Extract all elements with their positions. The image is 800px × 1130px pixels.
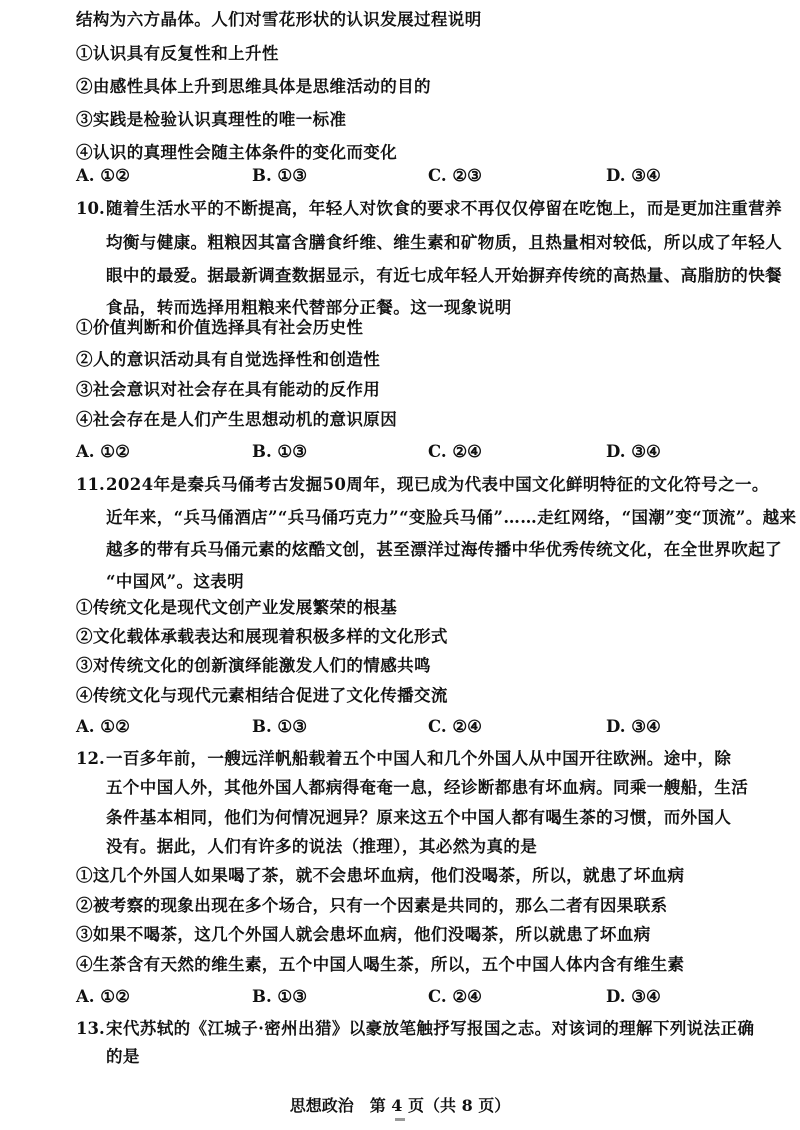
q12-statement-1: ①这几个外国人如果喝了茶，就不会患坏血病，他们没喝茶，所以，就患了坏血病: [76, 866, 685, 885]
q10-option-d: D. ③④: [606, 442, 661, 461]
q10-text-3: 眼中的最爱。据最新调查数据显示，有近七成年轻人开始摒弃传统的高热量、高脂肪的快餐: [106, 266, 782, 285]
q12-text-3: 条件基本相同，他们为何情况迥异？原来这五个中国人都有喝生茶的习惯，而外国人: [106, 808, 732, 827]
q11-statement-2: ②文化载体承载表达和展现着积极多样的文化形式: [76, 627, 448, 646]
q11-number: 11.: [76, 475, 105, 494]
q12-statement-3: ③如果不喝茶，这几个外国人就会患坏血病，他们没喝茶，所以就患了坏血病: [76, 925, 651, 944]
intro-statement-4: ④认识的真理性会随主体条件的变化而变化: [76, 143, 398, 162]
q10-statement-1: ①价值判断和价值选择具有社会历史性: [76, 318, 364, 337]
q11-statement-4: ④传统文化与现代元素相结合促进了文化传播交流: [76, 686, 448, 705]
q10-statement-4: ④社会存在是人们产生思想动机的意识原因: [76, 410, 398, 429]
intro-statement-2: ②由感性具体上升到思维具体是思维活动的目的: [76, 77, 431, 96]
intro-option-d: D. ③④: [606, 166, 661, 185]
q10-option-b: B. ①③: [252, 442, 308, 461]
page-footer: 思想政治 第 4 页（共 8 页）: [289, 1096, 511, 1115]
q13-text-1: 宋代苏轼的《江城子·密州出猎》以豪放笔触抒写报国之志。对该词的理解下列说法正确: [106, 1019, 755, 1038]
q12-text-2: 五个中国人外，其他外国人都病得奄奄一息，经诊断都患有坏血病。同乘一艘船，生活: [106, 778, 749, 797]
q12-option-a: A. ①②: [76, 987, 130, 1006]
q12-option-d: D. ③④: [606, 987, 661, 1006]
q11-text-4: “中国风”。这表明: [106, 572, 245, 591]
q10-number: 10.: [76, 199, 105, 218]
q12-text-4: 没有。据此，人们有许多的说法（推理），其必然为真的是: [106, 837, 538, 856]
q11-option-b: B. ①③: [252, 717, 308, 736]
q13-text-2: 的是: [106, 1047, 140, 1066]
q12-text-1: 一百多年前，一艘远洋帆船载着五个中国人和几个外国人从中国开往欧洲。途中，除: [106, 749, 732, 768]
intro-statement-1: ①认识具有反复性和上升性: [76, 44, 279, 63]
q10-statement-2: ②人的意识活动具有自觉选择性和创造性: [76, 350, 381, 369]
q11-text-2: 近年来，“兵马俑酒店”“兵马俑巧克力”“变脸兵马俑”……走红网络，“国潮”变“顶流”。越来: [106, 508, 797, 527]
q11-statement-3: ③对传统文化的创新演绎能激发人们的情感共鸣: [76, 656, 431, 675]
q10-text-2: 均衡与健康。粗粮因其富含膳食纤维、维生素和矿物质，且热量相对较低，所以成了年轻人: [106, 233, 782, 252]
intro-line: 结构为六方晶体。人们对雪花形状的认识发展过程说明: [76, 10, 482, 29]
q12-statement-2: ②被考察的现象出现在多个场合，只有一个因素是共同的，那么二者有因果联系: [76, 896, 668, 915]
q11-text-3: 越多的带有兵马俑元素的炫酷文创，甚至漂洋过海传播中华优秀传统文化，在全世界吹起了: [106, 540, 782, 559]
q12-option-b: B. ①③: [252, 987, 308, 1006]
q11-option-d: D. ③④: [606, 717, 661, 736]
q11-statement-1: ①传统文化是现代文创产业发展繁荣的根基: [76, 598, 398, 617]
intro-option-c: C. ②③: [428, 166, 482, 185]
q10-option-c: C. ②④: [428, 442, 482, 461]
q11-option-c: C. ②④: [428, 717, 482, 736]
q13-number: 13.: [76, 1019, 105, 1038]
intro-statement-3: ③实践是检验认识真理性的唯一标准: [76, 110, 347, 129]
q10-statement-3: ③社会意识对社会存在具有能动的反作用: [76, 380, 381, 399]
q10-text-4: 食品，转而选择用粗粮来代替部分正餐。这一现象说明: [106, 298, 512, 317]
q11-text-1: 2024年是秦兵马俑考古发掘50周年，现已成为代表中国文化鲜明特征的文化符号之一。: [106, 475, 769, 494]
intro-option-b: B. ①③: [252, 166, 308, 185]
q12-statement-4: ④生茶含有天然的维生素，五个中国人喝生茶，所以，五个中国人体内含有维生素: [76, 955, 685, 974]
intro-option-a: A. ①②: [76, 166, 130, 185]
q10-option-a: A. ①②: [76, 442, 130, 461]
scan-mark: [395, 1118, 405, 1121]
q10-text-1: 随着生活水平的不断提高，年轻人对饮食的要求不再仅仅停留在吃饱上，而是更加注重营养: [106, 199, 782, 218]
q12-number: 12.: [76, 749, 105, 768]
q12-option-c: C. ②④: [428, 987, 482, 1006]
q11-option-a: A. ①②: [76, 717, 130, 736]
